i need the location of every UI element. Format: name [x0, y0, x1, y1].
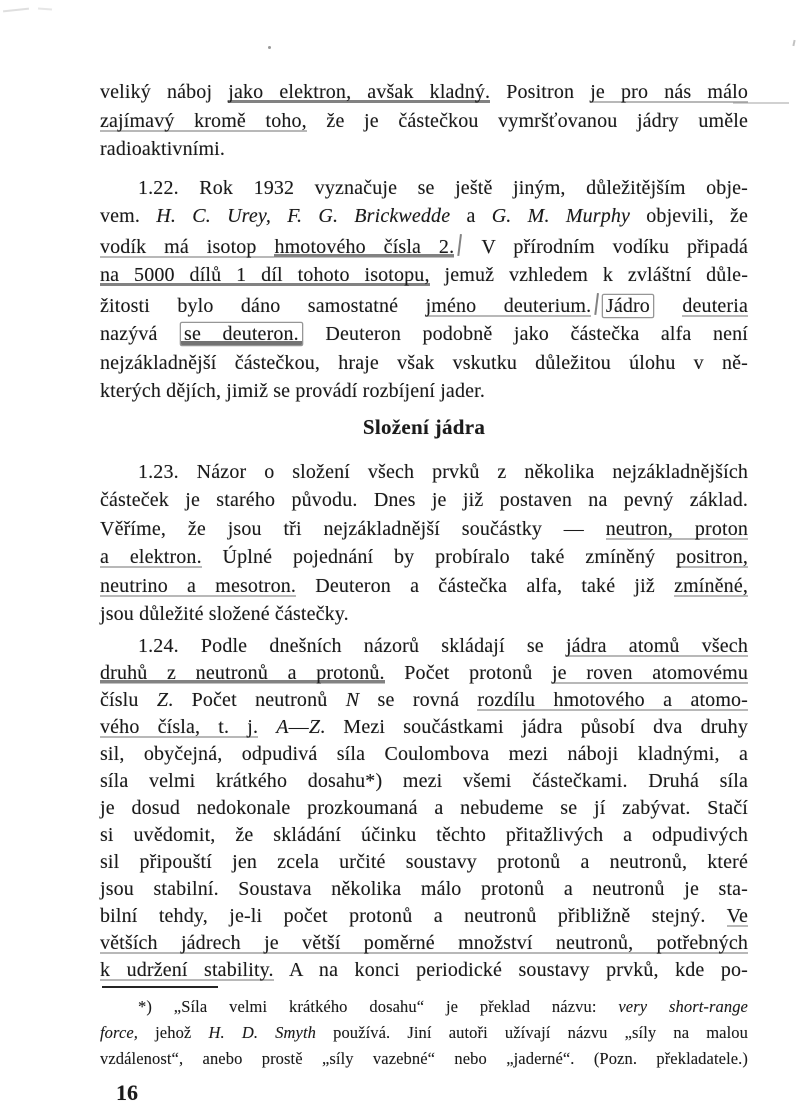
text-line — [100, 458, 748, 487]
pencil-stray-mark — [38, 8, 52, 11]
text-segment: . Počet neutronů — [168, 688, 346, 711]
text-line — [100, 486, 748, 515]
pencil-marked-text: a elektron. — [100, 546, 202, 568]
text-column — [100, 78, 748, 1106]
pencil-marked-text: rozdílu hmotového a atomo- — [477, 688, 748, 711]
section-heading: Složení jádra — [362, 414, 486, 439]
pencil-marked-text: k udržení stability. — [100, 958, 274, 981]
text-segment: síla velmi krátkého dosahu*) mezi všemi částečkami. Druhá síla — [100, 769, 748, 792]
text-segment — [655, 295, 682, 317]
text-segment: — — [288, 715, 309, 738]
text-line — [100, 572, 748, 601]
text-line — [100, 1046, 748, 1072]
pencil-marked-text: Ve — [726, 904, 748, 927]
text-segment — [258, 716, 276, 738]
text-segment: H. D. Smyth — [208, 1022, 316, 1042]
pencil-marked-text: vodík má isotop — [100, 235, 275, 258]
text-segment: N — [345, 688, 360, 711]
text-line — [100, 349, 748, 378]
pencil-marked-text: jádra atomů všech — [565, 634, 748, 657]
text-segment: žitosti bylo dáno samostatné — [100, 294, 426, 317]
text-segment: 1.24. Podle dnešních názorů skládají se — [138, 634, 566, 657]
text-line — [100, 135, 748, 164]
text-line — [100, 1020, 748, 1046]
text-segment: jsou stabilní. Soustava několika málo protonů a neutronů je sta- — [100, 877, 748, 900]
pencil-marked-text: jako elektron, avšak kladný. — [228, 81, 491, 103]
paragraph — [100, 78, 748, 164]
text-segment: číslu — [100, 688, 157, 711]
pencil-marked-text: Jádro — [603, 295, 653, 317]
pencil-stroke-mark — [458, 233, 462, 255]
pencil-marked-text: zajímavý kromě toho, — [100, 109, 307, 132]
text-segment: nazývá — [100, 323, 180, 345]
footnote-lines — [100, 994, 748, 1072]
text-segment: vem. — [100, 205, 157, 227]
pencil-marked-text: vého čísla, t. j. — [100, 715, 259, 738]
pencil-stroke-mark — [595, 292, 599, 314]
text-segment: A — [276, 715, 289, 738]
text-segment: objevili, že — [630, 205, 749, 227]
text-line — [100, 543, 748, 572]
text-line — [100, 714, 748, 741]
text-line — [100, 849, 748, 876]
body-paragraphs-top — [100, 78, 748, 406]
text-segment: *) „Síla velmi krátkého dosahu“ je překlad názvu: — [138, 996, 619, 1016]
text-line — [100, 290, 748, 321]
text-segment: částeček je starého původu. Dnes je již postaven na pevný základ. — [100, 489, 748, 511]
text-segment: radioaktivními. — [100, 138, 226, 160]
text-segment: 1.23. Názor o složení všech prvků z několika nejzákladnějších — [138, 460, 748, 483]
text-segment: si uvědomit, že skládání účinku těchto přitažlivých a odpudivých — [100, 823, 748, 846]
pencil-marked-text: větších jádrech je větší poměrné množství neutronů, potřebných — [100, 931, 748, 954]
text-line — [100, 795, 748, 822]
text-segment: Deuteron podobně jako částečka alfa není — [303, 323, 748, 345]
paragraph — [100, 458, 748, 629]
paragraph — [100, 633, 748, 984]
pencil-marked-text: se deuteron. — [181, 323, 302, 345]
pencil-marked-text: je roven atomovému — [551, 661, 748, 684]
text-segment: Z — [156, 688, 169, 711]
text-line — [100, 261, 748, 290]
text-line — [100, 903, 748, 930]
text-segment: a — [450, 205, 492, 227]
text-segment: Positron — [490, 81, 591, 103]
text-segment: je dosud nedokonale prozkoumaná a nebudeme se jí zabývat. Stačí — [100, 796, 748, 819]
text-line — [100, 107, 748, 136]
text-line — [100, 768, 748, 795]
text-line — [100, 687, 748, 714]
scan-speck — [268, 46, 271, 49]
text-segment: se rovná — [359, 688, 478, 711]
text-segment: používá. Jiní autoři užívají názvu „síly na malou — [315, 1022, 748, 1042]
text-line — [100, 633, 748, 660]
text-line — [100, 876, 748, 903]
text-line — [100, 930, 748, 957]
pencil-marked-text: neutron, proton — [605, 517, 748, 540]
text-segment: Úplné pojednání by probíralo také zmíněný — [201, 546, 677, 568]
footnote-rule — [102, 986, 218, 988]
text-segment: že je částečkou vymršťovanou jádry uměle — [306, 109, 748, 132]
pencil-marked-text: je pro nás málo — [590, 81, 748, 103]
scan-speck — [792, 40, 795, 46]
text-segment: Z — [308, 715, 321, 738]
text-segment: kterých dějích, jimiž se provádí rozbíjení jader. — [100, 380, 485, 402]
pencil-marked-text: na 5000 dílů 1 díl tohoto isotopu, — [100, 264, 430, 286]
text-segment: 1.22. Rok 1932 vyznačuje se ještě jiným, důležitějším obje- — [138, 176, 748, 199]
text-line — [100, 174, 748, 203]
text-line — [100, 231, 748, 262]
pencil-marked-text: hmotového čísla 2. — [274, 235, 455, 258]
text-line — [100, 957, 748, 984]
pencil-marked-text: positron, — [676, 546, 749, 568]
text-segment: A na konci periodické soustavy prvků, kde po- — [273, 958, 748, 981]
paragraph — [100, 174, 748, 406]
text-segment: sil, obyčejná, odpudivá síla Coulombova mezi náboji kladnými, a — [100, 742, 748, 765]
footnote — [100, 986, 748, 1072]
text-segment: sil připouští jen zcela určité soustavy protonů a neutronů, které — [100, 850, 748, 873]
pencil-marked-text: druhů z neutronů a protonů. — [100, 661, 385, 684]
text-line — [100, 320, 748, 349]
text-segment: G. M. Murphy — [491, 205, 631, 227]
text-segment: jehož — [138, 1022, 209, 1042]
text-segment: jsou důležité složené částečky. — [100, 603, 349, 625]
pencil-marked-text: neutrino a mesotron. — [100, 574, 297, 597]
text-segment: Věříme, že jsou tři nejzákladnější součástky — — [100, 517, 606, 540]
text-segment: veliký náboj — [100, 81, 229, 103]
text-segment: jemuž vzhledem k zvláštní důle- — [429, 264, 749, 286]
text-segment: . Mezi součástkami jádra působí dva druhy — [320, 715, 748, 738]
text-line — [100, 202, 748, 231]
text-line — [100, 994, 748, 1020]
text-segment: H. C. Urey, F. G. Brickwedde — [156, 205, 451, 227]
pencil-marked-text: jméno deuterium. — [425, 294, 592, 317]
text-segment: bilní tehdy, je-li počet protonů a neutronů přibližně stejný. — [100, 904, 727, 927]
text-segment: Počet protonů — [384, 661, 552, 684]
text-segment: Deuteron a částečka alfa, také již — [296, 574, 675, 597]
body-paragraphs-bottom — [100, 458, 748, 984]
text-segment: very short-range — [618, 996, 748, 1016]
text-segment: nejzákladnější částečkou, hraje však vskutku důležitou úlohu v ně- — [100, 351, 748, 374]
text-line — [100, 377, 748, 406]
text-line — [100, 515, 748, 544]
text-segment: vzdálenost“, anebo prostě „síly vazebné“ nebo „jaderné“. (Pozn. překladatele.) — [100, 1048, 748, 1068]
text-line — [100, 600, 748, 629]
text-line — [100, 78, 748, 107]
pencil-marked-text: zmíněné, — [674, 574, 749, 597]
page-number: 16 — [116, 1079, 138, 1105]
text-line — [100, 660, 748, 687]
text-line — [100, 822, 748, 849]
text-segment: force, — [100, 1022, 139, 1042]
text-line — [100, 741, 748, 768]
pencil-marked-text: deuteria — [682, 294, 748, 317]
text-segment: V přírodním vodíku připadá — [463, 235, 748, 258]
pencil-stray-mark — [3, 8, 29, 13]
